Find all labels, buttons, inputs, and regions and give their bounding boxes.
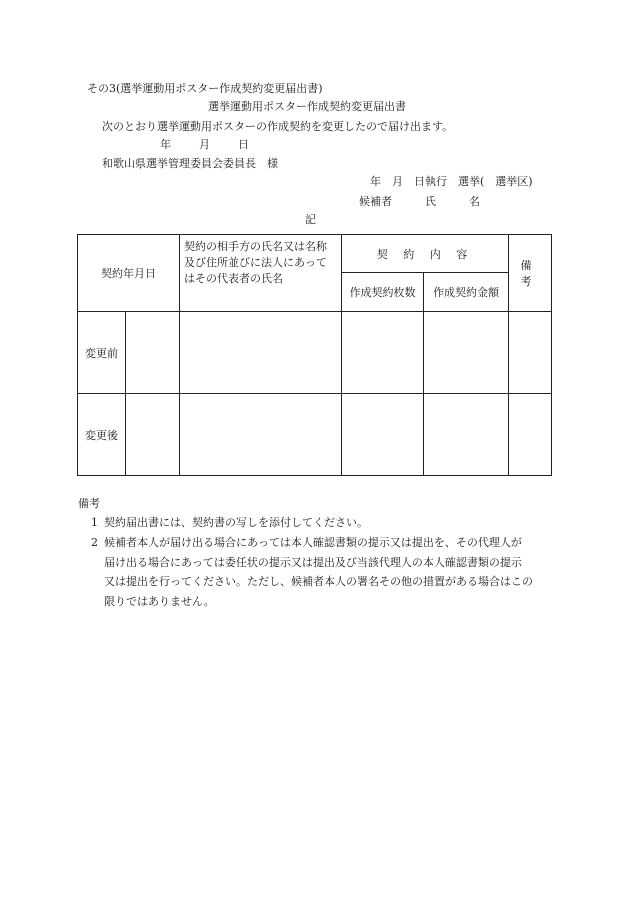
date-year: 年 xyxy=(160,138,171,151)
header-contract-date: 契約年月日 xyxy=(78,235,180,312)
ki-marker: 記 xyxy=(305,213,316,226)
form-label: その3(選挙運動用ポスター作成契約変更届出書) xyxy=(87,82,323,95)
header-contract-amount: 作成契約金額 xyxy=(424,273,509,312)
cell-before-counterparty[interactable] xyxy=(180,312,342,394)
note-2-number: 2 xyxy=(91,536,98,549)
note-1-number: 1 xyxy=(91,516,98,529)
note-1-text: 契約届出書には、契約書の写しを添付してください。 xyxy=(104,516,368,529)
note-item-2 xyxy=(91,537,522,548)
recipient: 和歌山県選挙管理委員会委員長 様 xyxy=(102,157,278,170)
note-2-text-line2: 届け出る場合にあっては委任状の提示又は提出及び当該代理人の本人確認書類の提示 xyxy=(104,556,522,569)
header-poster-count: 作成契約枚数 xyxy=(342,273,424,312)
cell-after-counterparty[interactable] xyxy=(180,394,342,476)
cell-after-amount[interactable] xyxy=(424,394,509,476)
date-field xyxy=(160,139,249,150)
cell-before-amount[interactable] xyxy=(424,312,509,394)
row-after-label: 変更後 xyxy=(78,394,126,476)
cell-after-notes[interactable] xyxy=(509,394,552,476)
cell-after-count[interactable] xyxy=(342,394,424,476)
date-month: 月 xyxy=(199,138,210,151)
header-counterparty: 契約の相手方の氏名又は名称及び住所並びに法人にあってはその代表者の氏名 xyxy=(180,235,342,312)
date-day: 日 xyxy=(238,138,249,151)
notes-heading: 備考 xyxy=(78,497,100,510)
header-contract-content: 契 約 内 容 xyxy=(342,235,509,273)
row-before-label: 変更前 xyxy=(78,312,126,394)
cell-before-date[interactable] xyxy=(126,312,180,394)
candidate-line: 候補者 氏 名 xyxy=(359,195,480,208)
header-notes: 備 考 xyxy=(509,235,552,312)
note-2-text-line3: 又は提出を行ってください。ただし、候補者本人の署名その他の措置がある場合はこの xyxy=(104,575,533,588)
note-2-text-line1: 候補者本人が届け出る場合にあっては本人確認書類の提示又は提出を、その代理人が xyxy=(104,536,522,549)
contract-table xyxy=(77,234,552,476)
note-item-1 xyxy=(91,517,368,528)
cell-before-count[interactable] xyxy=(342,312,424,394)
note-2-text-line4: 限りではありません。 xyxy=(104,595,215,608)
cell-after-date[interactable] xyxy=(126,394,180,476)
cell-before-notes[interactable] xyxy=(509,312,552,394)
document-title: 選挙運動用ポスター作成契約変更届出書 xyxy=(208,100,406,113)
election-line: 年 月 日執行 選挙( 選挙区) xyxy=(370,175,533,188)
intro-text: 次のとおり選挙運動用ポスターの作成契約を変更したので届け出ます。 xyxy=(102,120,454,133)
